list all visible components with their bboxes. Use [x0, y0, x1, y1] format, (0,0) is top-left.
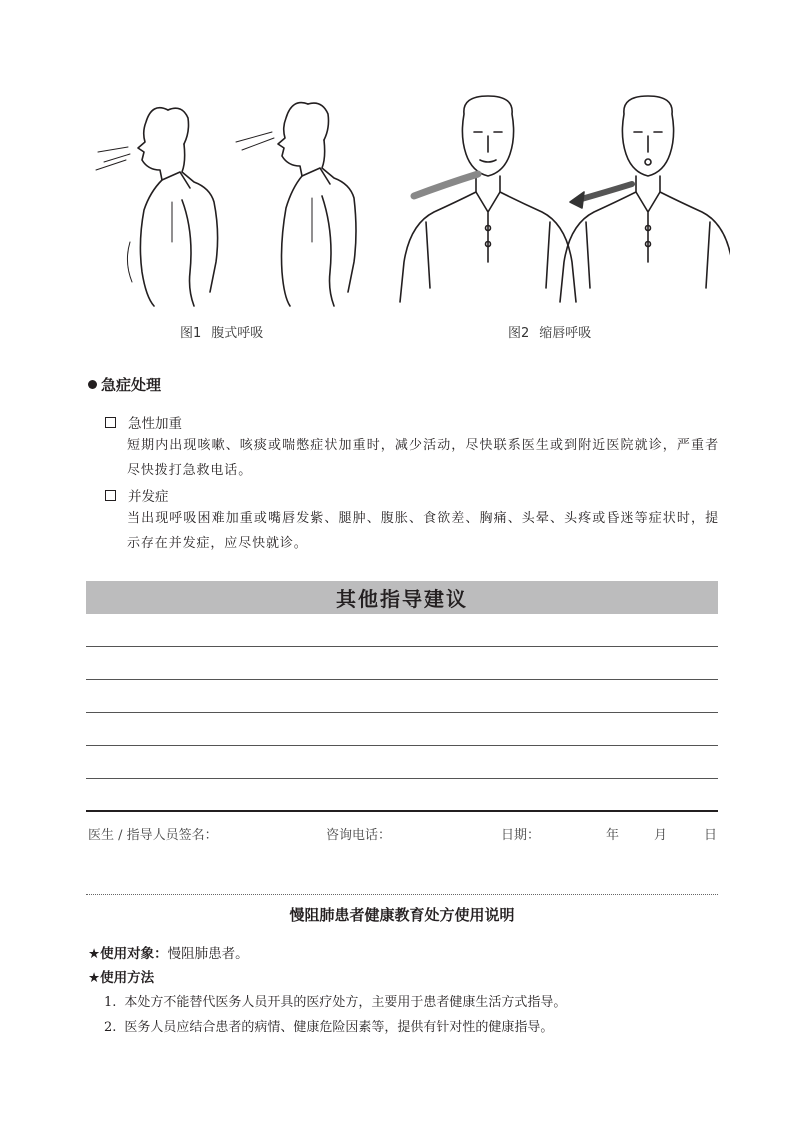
- usage-method-item-1: [104, 991, 566, 1010]
- emergency-item-2-heading: [105, 485, 169, 505]
- item-heading-text: 并发症: [128, 489, 169, 505]
- figure-label: 腹式呼吸: [211, 326, 264, 341]
- list-number: 1.: [104, 995, 117, 1010]
- abdominal-breathing-figure-1: [96, 108, 218, 306]
- abdominal-breathing-figure-2: [236, 103, 356, 306]
- list-number: 2.: [104, 1020, 117, 1035]
- figure-number: 图2: [508, 326, 530, 341]
- emergency-item-1-heading: [105, 412, 182, 432]
- item-heading-text: 急性加重: [128, 416, 182, 432]
- emergency-title-text: 急症处理: [101, 376, 162, 394]
- writing-line[interactable]: [86, 712, 718, 713]
- section-divider: [86, 810, 718, 812]
- year-label: 年: [606, 828, 620, 843]
- usage-method-item-2: [104, 1016, 553, 1035]
- usage-method: [88, 966, 154, 986]
- writing-line[interactable]: [86, 646, 718, 647]
- figure-label: 缩唇呼吸: [539, 326, 592, 341]
- signature-row: [88, 824, 718, 844]
- month-label: 月: [654, 828, 668, 843]
- emergency-item-1-body: 短期内出现咳嗽、咳痰或喘憋症状加重时，减少活动，尽快联系医生或到附近医院就诊，严重者尽快拨打急救电话。: [127, 438, 719, 478]
- figure-caption-1: [180, 322, 263, 341]
- date-label: 日期：: [501, 828, 541, 843]
- emergency-item-2-body: 当出现呼吸困难加重或嘴唇发紫、腿肿、腹胀、食欲差、胸痛、头晕、头疼或昏迷等症状时，提示存在并发症，应尽快就诊。: [127, 511, 719, 551]
- doctor-signature-label: 医生 / 指导人员签名：: [88, 828, 218, 843]
- usage-target-value: 慢阻肺患者。: [167, 946, 249, 962]
- usage-target-label: ★使用对象：: [88, 946, 168, 962]
- banner-title: 其他指导建议: [336, 587, 468, 611]
- figure-number: 图1: [180, 326, 202, 341]
- breathing-illustrations: [90, 92, 730, 310]
- usage-target: [88, 942, 249, 962]
- writing-line[interactable]: [86, 745, 718, 746]
- phone-label: 咨询电话：: [326, 828, 392, 843]
- list-text: 本处方不能替代医务人员开具的医疗处方，主要用于患者健康生活方式指导。: [124, 995, 567, 1010]
- writing-line[interactable]: [86, 778, 718, 779]
- checkbox-square-icon: [105, 417, 116, 428]
- dotted-separator: [86, 894, 718, 895]
- emergency-section-title: [88, 374, 161, 395]
- list-text: 医务人员应结合患者的病情、健康危险因素等，提供有针对性的健康指导。: [124, 1020, 554, 1035]
- other-advice-banner: [86, 581, 718, 614]
- writing-line[interactable]: [86, 679, 718, 680]
- figure-caption-2: [508, 322, 591, 341]
- day-label: 日: [704, 828, 718, 843]
- bullet-dot-icon: [88, 380, 97, 389]
- usage-method-label: ★使用方法: [88, 970, 155, 986]
- usage-title: 慢阻肺患者健康教育处方使用说明: [289, 906, 515, 924]
- checkbox-square-icon: [105, 490, 116, 501]
- pursed-lip-breathing-figure-1: [400, 96, 576, 302]
